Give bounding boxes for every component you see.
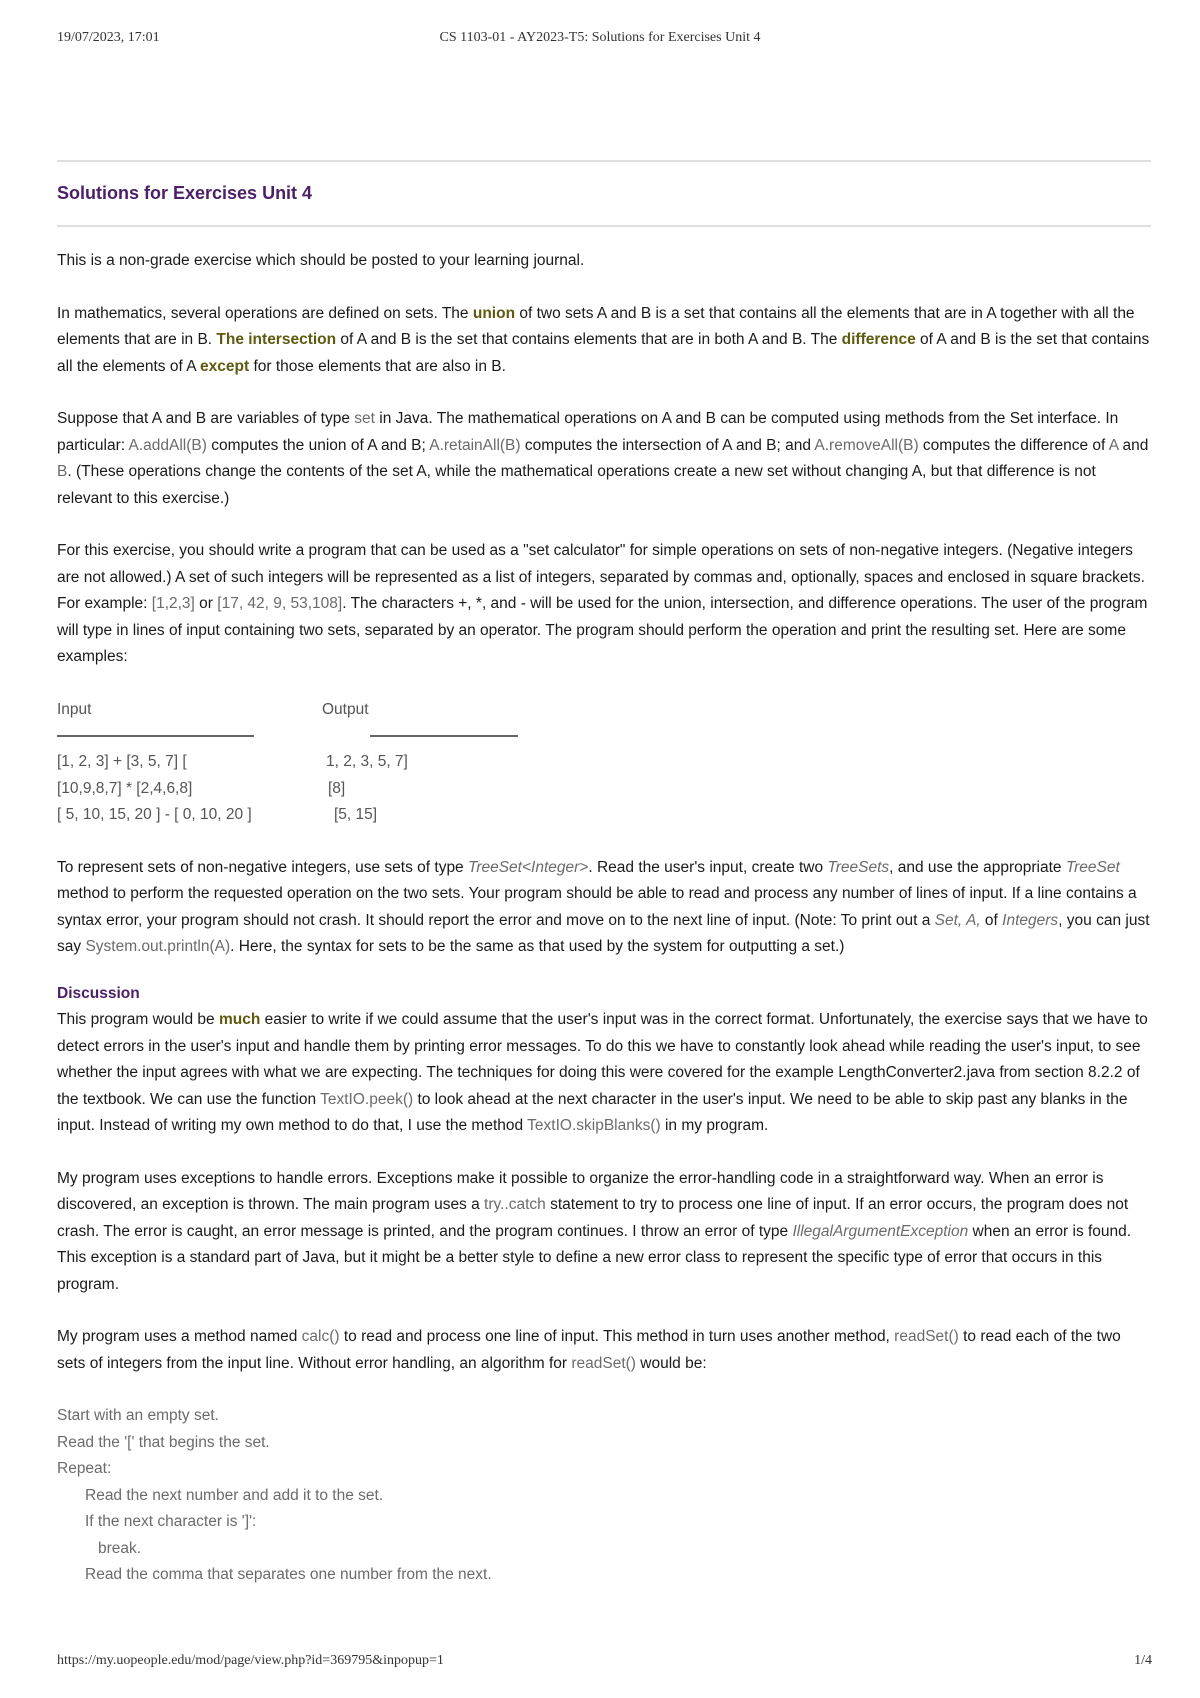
text-run: . (These operations change the contents of the set A, while the mathematical operations create a new set without changing A, but that difference is not relevant to this exercise.)	[57, 463, 1096, 507]
text-run: . Here, the syntax for sets to be the same as that used by the system for outputting a set.)	[230, 938, 845, 955]
top-divider	[57, 160, 1151, 162]
text-run: to read and process one line of input. This method in turn uses another method,	[339, 1328, 895, 1345]
code-treesets: TreeSets	[827, 858, 890, 876]
algorithm-block	[57, 1403, 1151, 1589]
code-treeset: TreeSet	[1065, 858, 1120, 876]
code-skipblanks: TextIO.skipBlanks()	[527, 1117, 661, 1134]
text-run: . The characters +, *, and - will be used for the union, intersection, and difference operations. The user of the program will type in lines of input containing two sets, separated by an operator. The program should perform the operation and print the resulting set. Here are some examples:	[57, 595, 1148, 665]
text-run: would be:	[635, 1354, 707, 1372]
algorithm-line: Read the '[' that begins the set.	[57, 1433, 270, 1451]
text-run: in my program.	[660, 1117, 769, 1134]
text-run: In mathematics, several operations are defined on sets. The	[57, 304, 473, 322]
text-run: method to perform the requested operation on the two sets. Your program should be able to read and process any number of lines of input. If a line contains a syntax error, your program should not crash. It should report the error and move on to the next line of input. (Note: To print out a	[57, 885, 1137, 929]
sets-paragraph	[57, 301, 1151, 381]
input-column-header: Input	[57, 700, 92, 718]
algorithm-line: Repeat:	[57, 1460, 112, 1477]
print-datetime: 19/07/2023, 17:01	[57, 30, 160, 45]
term-except: except	[200, 357, 250, 375]
table-header-row	[57, 697, 1151, 724]
text-run: For this exercise, you should write a program that can be used as a "set calculator" for simple operations on sets of non-negative integers. (Negative integers are not allowed.) A set of such integers will be represented as a list of integers, separated by commas and, optionally, spaces and enclosed in square brackets. For example:	[57, 542, 1145, 612]
text-run: of	[980, 911, 1003, 929]
input-underline	[57, 735, 254, 737]
print-header-title: CS 1103-01 - AY2023-T5: Solutions for Exercises Unit 4	[439, 30, 761, 45]
output-column-header: Output	[322, 700, 369, 718]
text-run: , and use the appropriate	[889, 858, 1066, 876]
text-run: statement to try to process one line of input. If an error occurs, the program does not crash. The error is caught, an error message is printed, and the program continues. I throw an error of type	[57, 1196, 1129, 1240]
page-title: Solutions for Exercises Unit 4	[57, 183, 313, 203]
term-much: much	[218, 1011, 261, 1028]
table-row	[57, 749, 1151, 776]
code-peek: TextIO.peek()	[320, 1090, 414, 1108]
text-run: To represent sets of non-negative integers, use sets of type	[57, 858, 468, 876]
table-row	[57, 802, 1151, 829]
code-readset: readSet()	[894, 1328, 959, 1345]
output-cell: [5, 15]	[334, 806, 378, 823]
intro-text: This is a non-grade exercise which should be posted to your learning journal.	[57, 252, 585, 269]
text-run: My program uses exceptions to handle errors. Exceptions make it possible to organize the error-handling code in a straightforward way. When an error is discovered, an exception is thrown. The main program uses a	[57, 1169, 1104, 1213]
text-run: computes the difference of	[918, 436, 1109, 454]
code-a: A	[1108, 436, 1119, 454]
code-addall: A.addAll(B)	[128, 436, 207, 454]
code-try-catch: try..catch	[484, 1196, 546, 1213]
algorithm-line: break.	[98, 1539, 142, 1557]
text-run: computes the intersection of A and B; and	[520, 436, 815, 454]
code-removeall: A.removeAll(B)	[814, 436, 919, 454]
code-calc: calc()	[301, 1328, 340, 1345]
input-cell: [1, 2, 3] + [3, 5, 7] [	[57, 753, 187, 770]
table-row	[57, 776, 1151, 803]
text-run: when an error is found. This exception is a standard part of Java, but it might be a better style to define a new error class to represent the specific type of error that occurs in this program.	[57, 1222, 1132, 1293]
page-content	[57, 248, 1151, 1589]
java-paragraph	[57, 406, 1151, 512]
intro-paragraph	[57, 248, 1151, 275]
term-intersection: The intersection	[216, 331, 337, 348]
example-set-1: [1,2,3]	[151, 595, 195, 612]
input-cell: [10,9,8,7] * [2,4,6,8]	[57, 779, 193, 797]
discussion-paragraph-3	[57, 1324, 1151, 1377]
term-union: union	[472, 304, 516, 322]
text-run: of A and B is the set that contains all the elements of A	[57, 331, 1150, 375]
text-run: . Read the user's input, create two	[588, 858, 828, 876]
code-println: System.out.println(A)	[85, 938, 231, 955]
code-integers: Integers	[1002, 911, 1059, 929]
text-run: and	[1118, 436, 1149, 454]
code-illegal-argument-exception: IllegalArgumentException	[792, 1222, 969, 1240]
output-cell: [8]	[328, 779, 346, 797]
algorithm-line: If the next character is ']':	[85, 1513, 257, 1530]
text-run: of A and B is the set that contains elements that are in both A and B. The	[336, 331, 842, 348]
code-retainall: A.retainAll(B)	[429, 436, 521, 454]
table-header-underline	[57, 723, 1151, 749]
text-run: This program would be	[57, 1011, 219, 1028]
code-set-a: Set, A,	[934, 911, 981, 929]
discussion-paragraph-1	[57, 1007, 1151, 1140]
text-run: for those elements that are also in B.	[249, 357, 506, 375]
example-set-2: [17, 42, 9, 53,108]	[217, 595, 343, 612]
discussion-paragraph-2	[57, 1166, 1151, 1299]
code-readset: readSet()	[571, 1354, 636, 1372]
output-underline	[370, 735, 518, 737]
term-difference: difference	[841, 331, 916, 348]
text-run: Suppose that A and B are variables of type	[57, 410, 355, 427]
text-run: , you can just say	[57, 911, 1150, 955]
discussion-heading: Discussion	[57, 984, 140, 1002]
algorithm-line: Read the comma that separates one number from the next.	[85, 1566, 492, 1583]
examples-table	[57, 697, 1151, 829]
title-divider	[57, 225, 1151, 227]
text-run: My program uses a method named	[57, 1328, 302, 1345]
text-run: easier to write if we could assume that the user's input was in the correct format. Unfortunately, the exercise says that we have to detect errors in the user's input and handle them by printing error messages. To do this we have to constantly look ahead while reading the user's input, to see whether the input agrees with what we are expecting. The techniques for doing this were covered for the example LengthConverter2.java from section 8.2.2 of the textbook. We can use the function	[57, 1011, 1148, 1108]
code-set: set	[354, 410, 375, 427]
text-run: of two sets A and B is a set that contains all the elements that are in A together with all the elements that are in B.	[57, 304, 1135, 348]
represent-paragraph	[57, 855, 1151, 961]
algorithm-line: Read the next number and add it to the set.	[85, 1486, 384, 1504]
code-b: B	[57, 463, 68, 480]
page-number: 1/4	[1134, 1653, 1152, 1668]
algorithm-line: Start with an empty set.	[57, 1407, 219, 1424]
output-cell: 1, 2, 3, 5, 7]	[326, 753, 408, 770]
input-cell: [ 5, 10, 15, 20 ] - [ 0, 10, 20 ]	[57, 806, 252, 823]
text-run: in Java. The mathematical operations on A and B can be computed using methods from the Set interface. In particular:	[57, 410, 1119, 454]
text-run: to look ahead at the next character in the user's input. We need to be able to skip past any blanks in the input. Instead of writing my own method to do that, I use the method	[57, 1090, 1128, 1134]
code-treeset-integer: TreeSet<Integer>	[468, 858, 589, 876]
text-run: computes the union of A and B;	[206, 436, 430, 454]
exercise-paragraph	[57, 538, 1151, 671]
text-run: to read each of the two sets of integers from the input line. Without error handling, an algorithm for	[57, 1328, 1121, 1372]
text-run: or	[194, 595, 218, 612]
footer-url: https://my.uopeople.edu/mod/page/view.php?id=369795&inpopup=1	[57, 1653, 444, 1668]
